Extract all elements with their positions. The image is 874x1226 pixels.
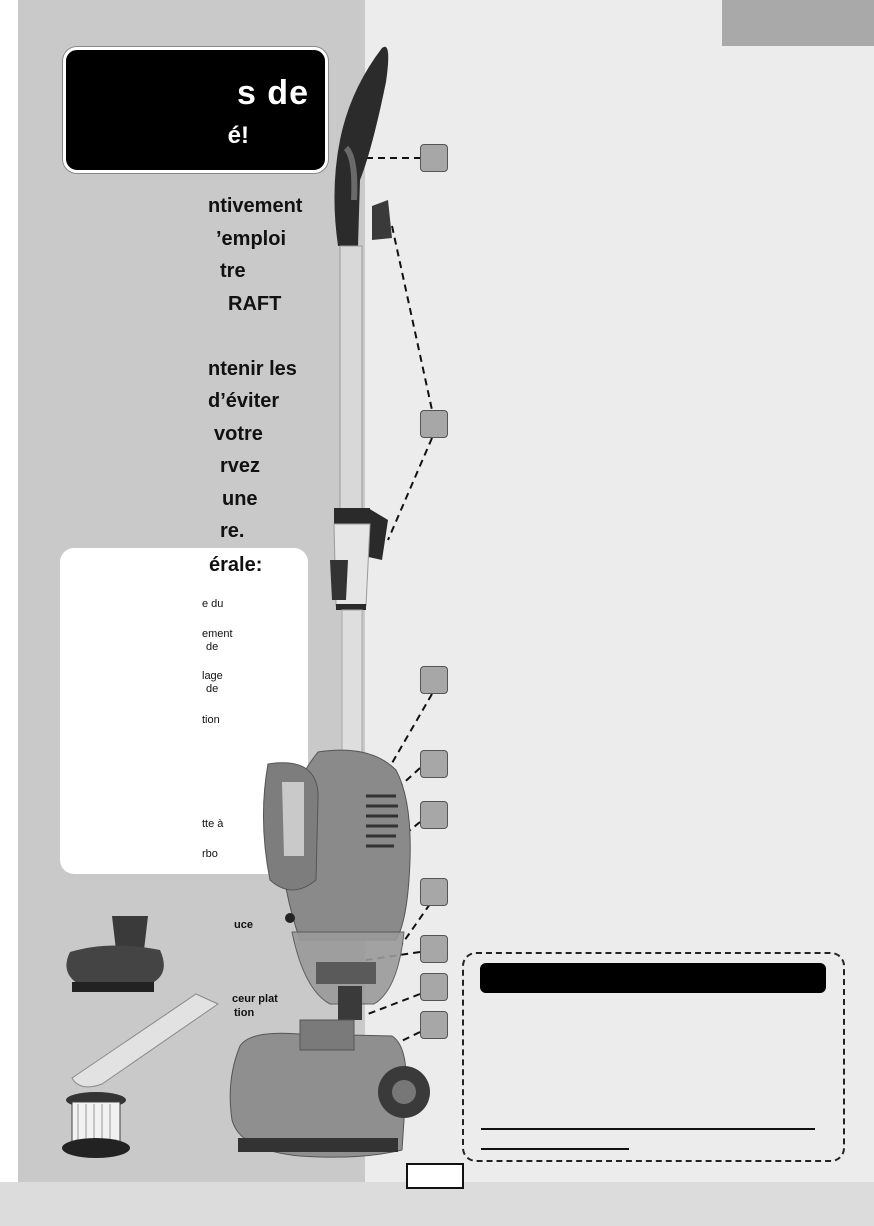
- accessory-label: tion: [234, 1007, 255, 1019]
- upholstery-brush-neck: [112, 916, 148, 950]
- part-item: tte à: [202, 818, 224, 830]
- number-badge: [420, 750, 448, 778]
- cord-hook-upper: [372, 200, 392, 240]
- intro-line: une: [222, 487, 258, 510]
- number-badge: [420, 1011, 448, 1039]
- leader-line: [392, 226, 432, 410]
- accessory-label: ceur plat: [232, 993, 278, 1005]
- filter-base: [62, 1138, 130, 1158]
- leader-line: [388, 438, 432, 540]
- release-button: [330, 560, 348, 600]
- number-badge: [420, 144, 448, 172]
- head-wheel-hub: [392, 1080, 416, 1104]
- notice-rule: [481, 1128, 815, 1130]
- cup-filter: [316, 962, 376, 984]
- number-badge: [420, 878, 448, 906]
- page-number-box: [406, 1163, 464, 1189]
- upholstery-brush-body: [66, 945, 163, 984]
- filter-pleats: [72, 1102, 120, 1142]
- number-badge: [420, 973, 448, 1001]
- head-joint: [300, 1020, 354, 1050]
- lower-tube: [342, 610, 362, 760]
- number-badge: [420, 801, 448, 829]
- notice-box: [462, 952, 845, 1162]
- notice-heading-bar: [480, 963, 826, 993]
- cup-release: [338, 986, 362, 1020]
- power-button: [285, 913, 295, 923]
- accessory-label: uce: [234, 919, 253, 931]
- intro-line: ’emploi: [216, 227, 287, 250]
- tube-ring: [336, 604, 366, 610]
- part-item: de: [206, 641, 219, 653]
- intro-line: tre: [220, 260, 246, 282]
- title-line-1: s de: [236, 74, 309, 112]
- intro-line: votre: [214, 422, 263, 445]
- intro-line: rvez: [220, 455, 261, 477]
- number-badge: [420, 935, 448, 963]
- part-item: lage: [202, 670, 223, 682]
- part-item: e du: [202, 598, 224, 610]
- head-brush-strip: [238, 1138, 398, 1152]
- part-item: ement: [202, 628, 233, 640]
- tube-collar: [334, 508, 370, 524]
- intro-line: d’éviter: [208, 390, 280, 412]
- parts-heading: érale:: [209, 554, 263, 576]
- number-badge: [420, 410, 448, 438]
- number-badge: [420, 666, 448, 694]
- handle-opening: [282, 782, 304, 856]
- intro-line: ntenir les: [208, 357, 297, 380]
- part-item: tion: [202, 714, 220, 726]
- title-line-2: é!: [227, 122, 249, 149]
- notice-rule: [481, 1148, 629, 1150]
- part-item: de: [206, 683, 219, 695]
- intro-line: RAFT: [228, 292, 282, 315]
- intro-line: re.: [220, 520, 245, 542]
- upper-tube: [340, 246, 362, 510]
- part-item: rbo: [202, 848, 218, 860]
- intro-line: ntivement: [208, 195, 303, 217]
- upholstery-brush-bristles: [72, 982, 154, 992]
- crevice-tool: [72, 994, 218, 1087]
